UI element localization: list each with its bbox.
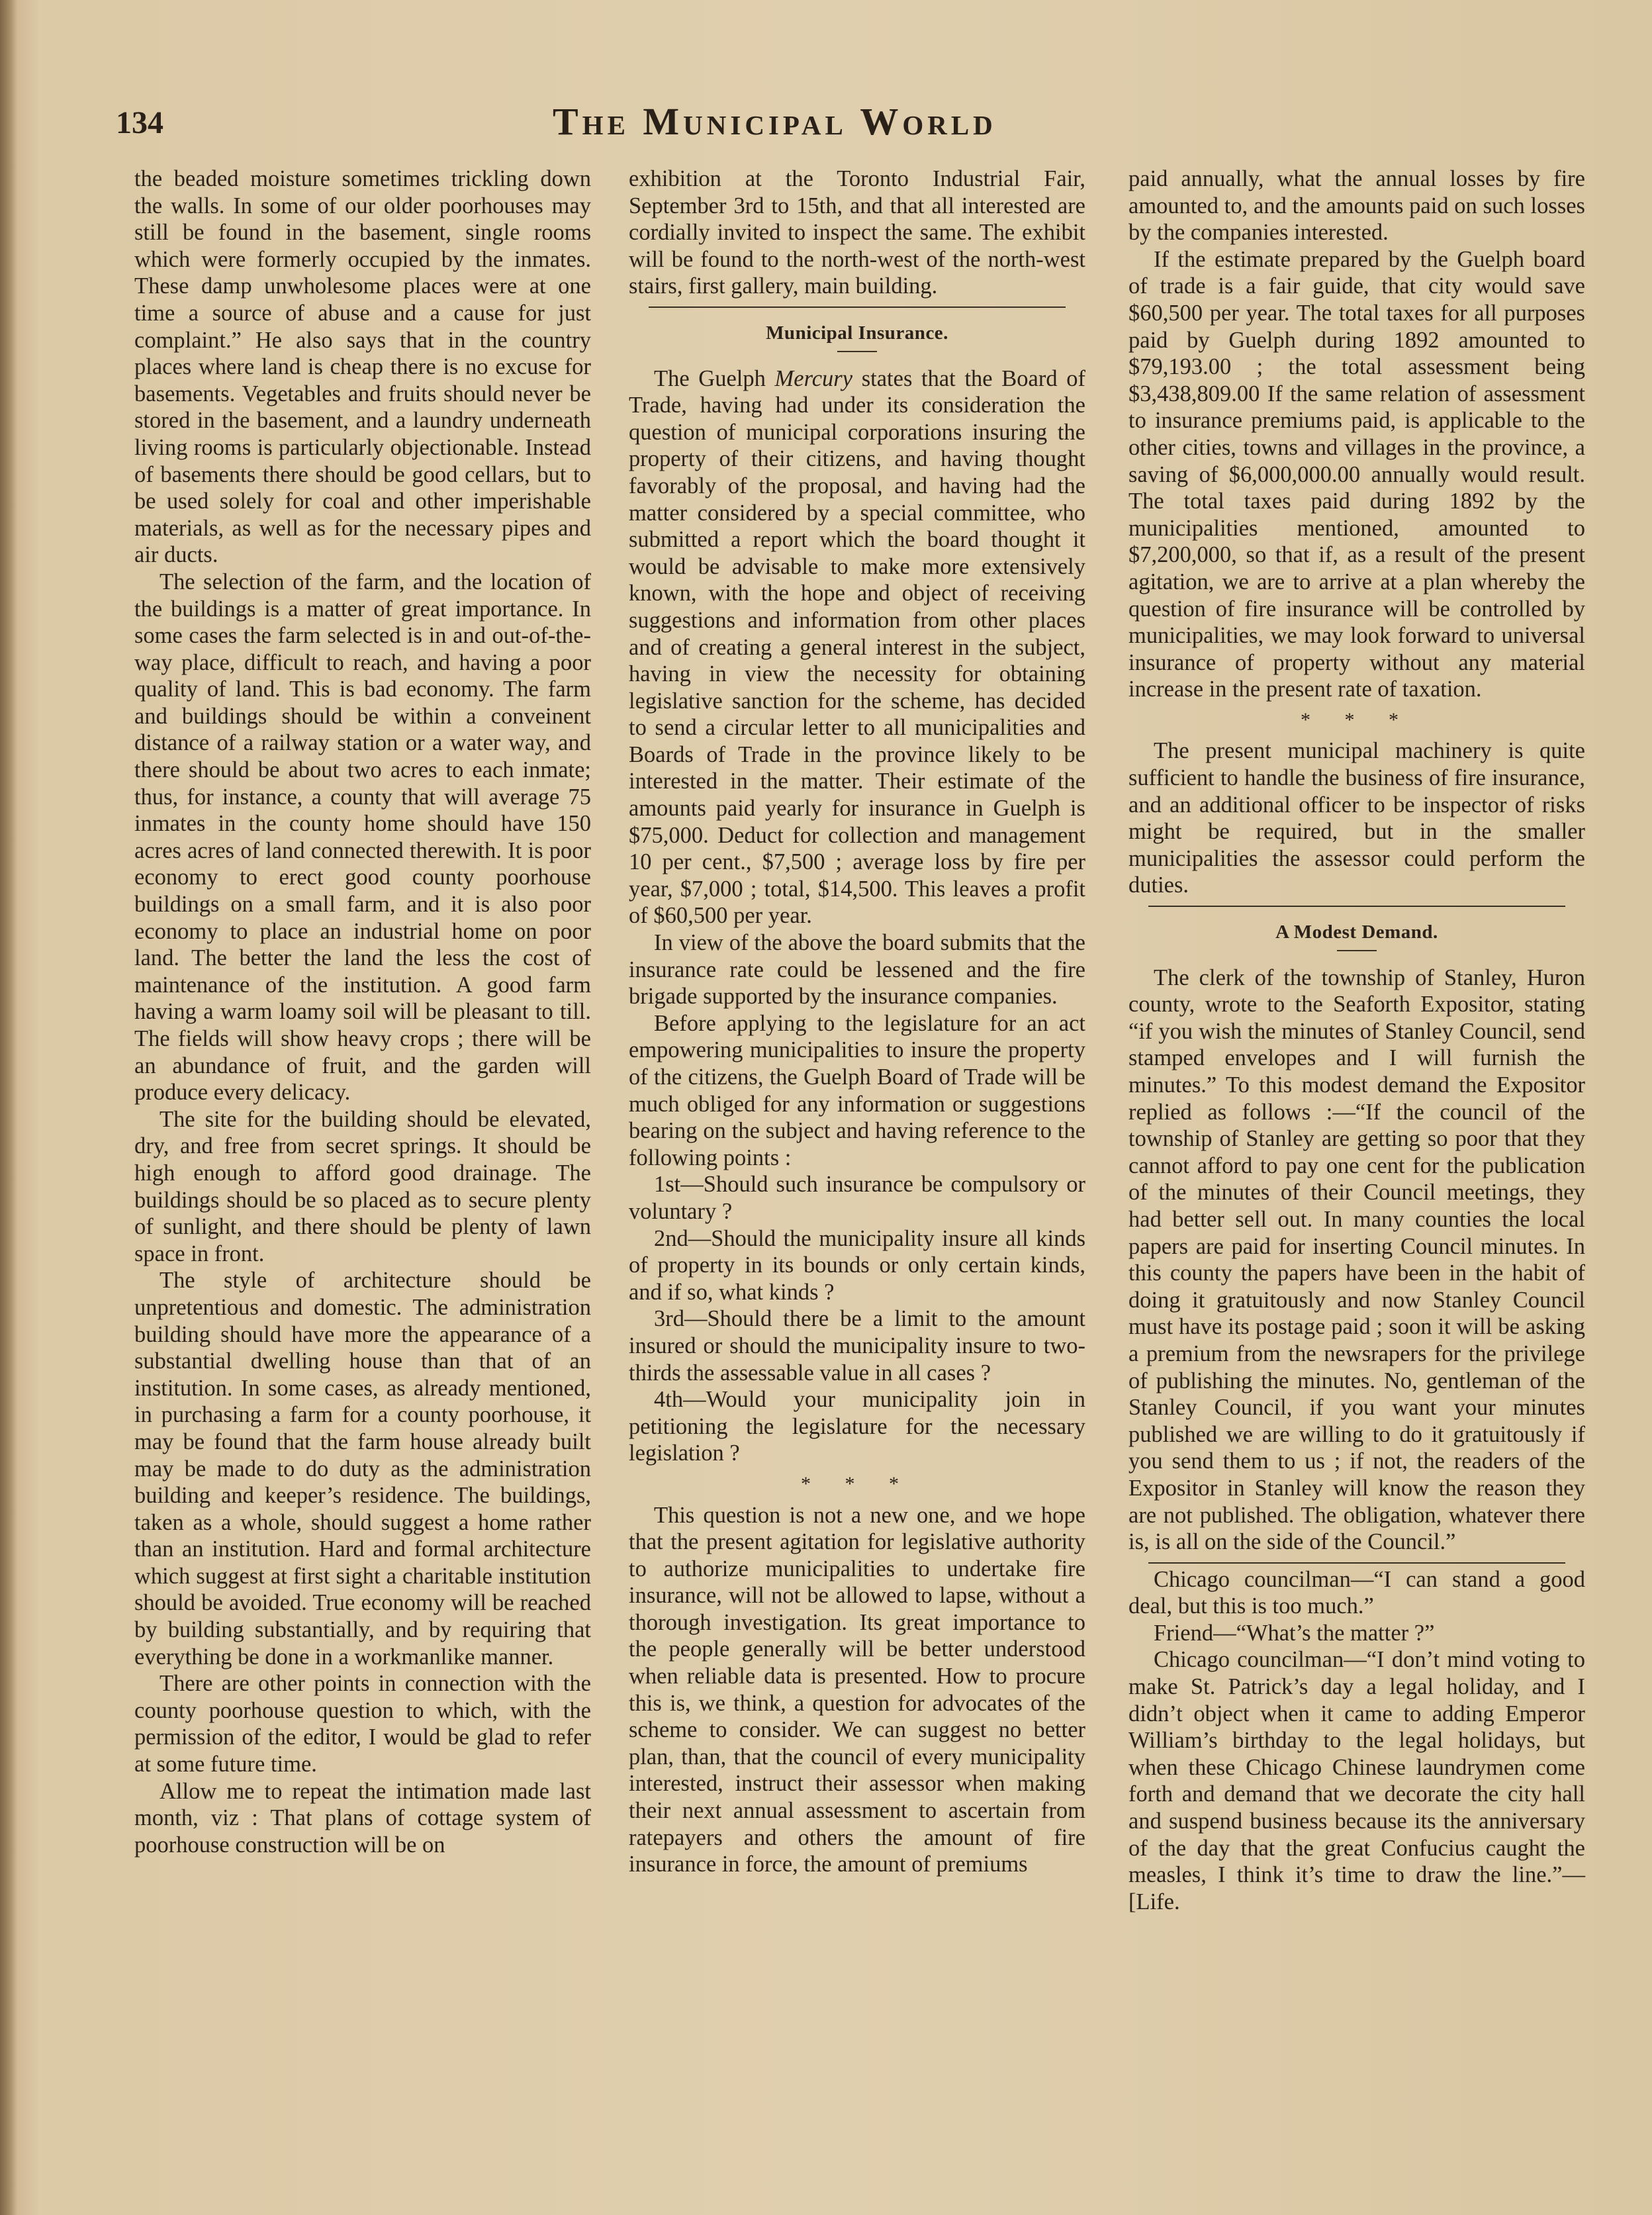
paragraph: Chicago councilman—“I don’t mind voting to make St. Patrick’s day a legal holiday, and I didn’t object when it came to adding Emperor William’s birthday to the legal holidays, but when these Chicago Chinese laundrymen come forth and demand that we decorate the city hall and suspend business because its the anniversary of the day that the great Confucius caught the measles, I think it’s time to draw the line.”—[Life. [1128,1647,1585,1914]
paragraph: The clerk of the township of Stanley, Huron county, wrote to the Seaforth Expositor, stating “if you wish the minutes of Stanley Council, send stamped envelopes and I will furnish the minutes.” To this modest demand the Expositor replied as follows :—“If the council of the township of Stanley are getting so poor that they cannot afford to pay one cent for the publication of the minutes of their Council meetings, they had better sell out. In many counties the local papers are paid for inserting Council minutes. In this county the papers have been in the habit of doing it gratuitously and now Stanley Council must have its postage paid ; soon it will be asking a premium from the newsrapers for the privilege of publishing the minutes. No, gentleman of the Stanley Council, if you want your minutes published we are willing to do it gratuitously if you send them to us ; if not, the readers of the Expositor in Stanley will know the reason they are not published. The obligation, whatever there is, is all on the side of the Council.” [1128,965,1585,1555]
page-binding-shadow [0,0,17,2215]
paragraph: There are other points in connection with the county poorhouse question to which, with the permission of the editor, I would be glad to refer at some future time. [134,1671,591,1777]
paragraph: In view of the above the board submits that the insurance rate could be lessened and the fire brigade supported by the insurance companies. [629,930,1085,1010]
paragraph: Chicago councilman—“I can stand a good deal, but this is too much.” [1128,1566,1585,1619]
paragraph: The site for the building should be elevated, dry, and free from secret springs. It should be high enough to afford good drainage. The buildings should be so placed as to secure plenty of sunlight, and there should be plenty of lawn space in front. [134,1106,591,1266]
paragraph: This question is not a new one, and we hope that the present agitation for legislative authority to authorize municipalities to undertake fire insurance, will not be allowed to lapse, without a thorough investigation. Its great importance to the people generally will be better understood when reliable data is presented. How to procure this is, we think, a question for advocates of the scheme to consider. We can suggest no better plan, than, that the council of every municipality interested, instruct their assessor when making their next annual assessment to ascertain from ratepayers and others the amount of fire insurance in force, the amount of premiums [629,1502,1085,1877]
paragraph: paid annually, what the annual losses by fire amounted to, and the amounts paid on such losses by the companies interested. [1128,166,1585,246]
column-3 [1128,165,1585,1915]
paragraph: Allow me to repeat the intimation made last month, viz : That plans of cottage system of poorhouse construction will be on [134,1778,591,1858]
asterism: * * * [801,1472,913,1495]
page-number: 134 [116,105,163,140]
title-underline [1337,950,1377,951]
page-header [116,93,1181,152]
list-item: 3rd—Should there be a limit to the amount insured or should the municipality insure to two-thirds the assessable value in all cases ? [629,1306,1085,1386]
section-title-modest-demand: A Modest Demand. [1275,921,1438,943]
section-divider [1148,1562,1565,1564]
asterism: * * * [1301,708,1413,731]
list-item: 1st—Should such insurance be compulsory or voluntary ? [629,1172,1085,1224]
title-underline [837,351,877,352]
list-item: 4th—Would your municipality join in petitioning the legislature for the necessary legislation ? [629,1387,1085,1466]
paragraph: Friend—“What’s the matter ?” [1154,1620,1435,1646]
paragraph: The present municipal machinery is quite sufficient to handle the business of fire insurance, and an additional officer to be inspector of risks might be required, but in the smaller municipalities the assessor could perform the duties. [1128,738,1585,898]
section-title-municipal-insurance: Municipal Insurance. [766,322,948,344]
paragraph: Before applying to the legislature for an act empowering municipalities to insure the property of the citizens, the Guelph Board of Trade will be much obliged for any information or suggestions bearing on the subject and having reference to the following points : [629,1010,1085,1170]
paragraph: the beaded moisture sometimes trickling down the walls. In some of our older poorhouses may still be found in the basement, single rooms which were formerly occupied by the inmates. These damp unwholesome places were at one time a source of abuse and a cause for just complaint.” He also says that in the country places where land is cheap there is no excuse for basements. Vegetables and fruits should never be stored in the basement, and a laundry underneath living rooms is particularly objectionable. Instead of basements there should be good cellars, but to be used solely for coal and other imperishable materials, as well as for the necessary pipes and air ducts. [134,166,591,568]
masthead-title: The Municipal World [553,100,997,143]
paragraph: exhibition at the Toronto Industrial Fair, September 3rd to 15th, and that all interested are cordially invited to inspect the same. The exhibit will be found to the north-west of the north-west stairs, first gallery, main building. [629,166,1085,299]
section-divider [649,306,1066,308]
paragraph: If the estimate prepared by the Guelph board of trade is a fair guide, that city would save $60,500 per year. The total taxes for all purposes paid by Guelph during 1892 amounted to $79,193.00 ; the total assessment being $3,438,809.00 If the same relation of assessment to insurance premiums paid, is applicable to the other cities, towns and villages in the province, a saving of $6,000,000.00 annually would result. The total taxes paid during 1892 by the municipalities mentioned, amounted to $7,200,000, so that if, as a result of the present agitation, we are to arrive at a plan whereby the question of fire insurance will be controlled by municipalities, we may look forward to universal insurance of property without any material increase in the present rate of taxation. [1128,246,1585,702]
column-2 [629,165,1085,1878]
paragraph: The Guelph Mercury states that the Board of Trade, having had under its consideration the question of municipal corporations insuring the property of their citizens, and having thought favorably of the proposal, and having had the matter considered by a special committee, who submitted a report which the board thought it would be advisable to make more extensively known, with the hope and object of receiving suggestions and information from other places and of creating a general interest in the subject, having in view the necessity for obtaining legislative sanction for the scheme, has decided to send a circular letter to all municipalities and Boards of Trade in the province likely to be interested in the matter. Their estimate of the amounts paid yearly for insurance in Guelph is $75,000. Deduct for collection and management 10 per cent., $7,500 ; average loss by fire per year, $7,000 ; total, $14,500. This leaves a profit of $60,500 per year. [629,365,1085,929]
paragraph: The style of architecture should be unpretentious and domestic. The administration building should have more the appearance of a substantial dwelling house than that of an institution. In some cases, as already mentioned, in purchasing a farm for a county poorhouse, it may be found that the farm house already built may be made to do duty as the administration building and keeper’s residence. The buildings, taken as a whole, should suggest a home rather than an institution. Hard and formal architecture which suggest at first sight a charitable institution should be avoided. True economy will be reached by building substantially, and by requiring that everything be done in a workmanlike manner. [134,1268,591,1670]
paragraph: The selection of the farm, and the location of the buildings is a matter of great importance. In some cases the farm selected is in and out-of-the-way place, difficult to reach, and having a poor quality of land. This is bad economy. The farm and buildings should be within a conveinent distance of a railway station or a water way, and there should be about two acres to each inmate; thus, for instance, a county that will average 75 inmates in the county home should have 150 acres acres of land connected therewith. It is poor economy to erect good county poorhouse buildings on a small farm, and it is also poor economy to place an industrial home on poor land. The better the land the less the cost of maintenance of the institution. A good farm having a warm loamy soil will be pleasant to till. The fields will show heavy crops ; there will be an abundance of fruit, and the garden will produce every delicacy. [134,569,591,1106]
list-item: 2nd—Should the municipality insure all kinds of property in its bounds or only certain kinds, and if so, what kinds ? [629,1225,1085,1305]
newspaper-name: Mercury [774,365,853,391]
column-1 [134,165,591,1858]
section-divider [1148,906,1565,907]
